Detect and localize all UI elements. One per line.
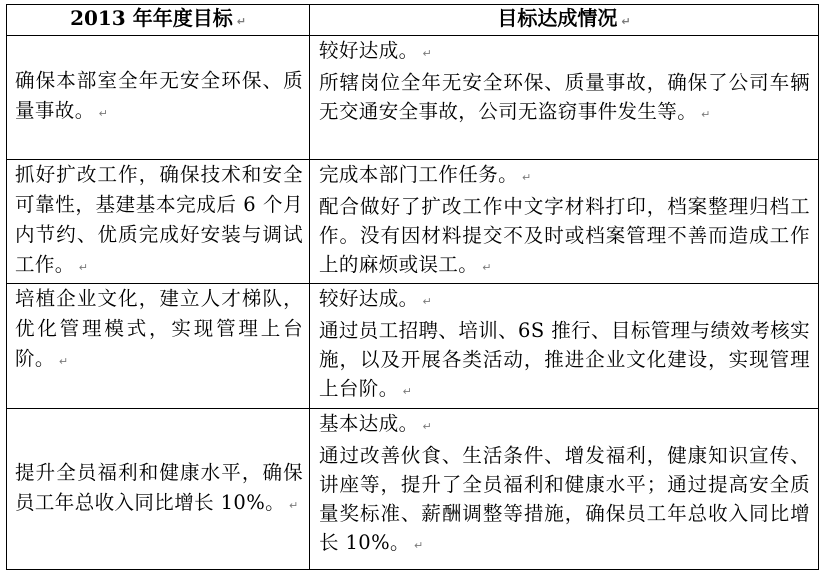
result-detail-line: [319, 441, 810, 560]
goal-cell: [7, 36, 310, 159]
goal-cell: [7, 283, 310, 408]
goal-text-wrap: [7, 458, 309, 521]
goal-text: 提升全员福利和健康水平，确保员工年总收入同比增长 10%。: [15, 460, 303, 514]
table-row: [7, 283, 819, 408]
goal-text-wrap: [7, 160, 309, 283]
result-detail-line: [319, 192, 810, 282]
result-text-wrap: [310, 409, 818, 560]
result-status: 较好达成。: [319, 39, 419, 63]
paragraph-mark-icon: ↵: [402, 384, 413, 398]
result-detail-line: [319, 68, 810, 129]
table-row: [7, 159, 819, 283]
goal-cell: [7, 409, 310, 570]
paragraph-mark-icon: ↵: [58, 354, 69, 368]
result-detail: 通过员工招聘、培训、6S 推行、目标管理与绩效考核实施，以及开展各类活动，推进企业文化建设，实现管理上台阶。: [319, 318, 810, 400]
paragraph-mark-icon: ↵: [422, 47, 433, 61]
goal-text: 确保本部室全年无安全环保、质量事故。: [15, 68, 303, 122]
goal-text-wrap: [7, 66, 309, 129]
goals-table: [6, 4, 819, 570]
result-cell: [310, 409, 819, 570]
paragraph-mark-icon: ↵: [413, 539, 424, 553]
goal-text: 培植企业文化，建立人才梯队，优化管理模式，实现管理上台阶。: [15, 286, 303, 370]
header-goal-text: 2013 年年度目标: [70, 6, 233, 31]
paragraph-mark-icon: ↵: [422, 420, 433, 434]
result-detail: 配合做好了扩改工作中文字材料打印，档案整理归档工作。没有因材料提交不及时或档案管理不善而造成工作上的麻烦或误工。: [319, 194, 810, 276]
paragraph-mark-icon: ↵: [482, 260, 492, 274]
header-result: [310, 5, 819, 36]
result-cell: [310, 159, 819, 283]
result-status-line: [319, 284, 810, 316]
goal-text: 抓好扩改工作，确保技术和安全可靠性，基建基本完成后 6 个月内节约、优质完成好安装与调试工作。: [15, 162, 303, 276]
result-status-line: [319, 160, 810, 192]
result-text-wrap: [310, 36, 818, 129]
result-detail: 通过改善伙食、生活条件、增发福利，健康知识宣传、讲座等，提升了全员福利和健康水平；通过提高安全质量奖标准、薪酬调整等措施，确保员工年总收入同比增长 10%。: [319, 444, 810, 555]
result-status: 完成本部门工作任务。: [319, 162, 519, 186]
result-status: 基本达成。: [319, 412, 419, 436]
paragraph-mark-icon: ↵: [236, 15, 246, 29]
table-header-row: [7, 5, 819, 36]
result-detail: 所辖岗位全年无安全环保、质量事故，确保了公司车辆无交通安全事故，公司无盗窃事件发生等。: [319, 71, 810, 124]
header-goal: [7, 5, 310, 36]
result-text-wrap: [310, 284, 818, 406]
result-status-line: [319, 409, 810, 441]
result-detail-line: [319, 316, 810, 406]
table-row: [7, 409, 819, 570]
goal-cell: [7, 159, 310, 283]
paragraph-mark-icon: ↵: [98, 106, 109, 120]
paragraph-mark-icon: ↵: [422, 294, 433, 308]
paragraph-mark-icon: ↵: [701, 108, 711, 122]
result-text-wrap: [310, 160, 818, 282]
paragraph-mark-icon: ↵: [522, 170, 532, 184]
paragraph-mark-icon: ↵: [289, 498, 299, 512]
goal-text-wrap: [7, 284, 309, 377]
header-result-text: 目标达成情况: [497, 6, 618, 31]
result-status: 较好达成。: [319, 286, 419, 310]
result-cell: [310, 36, 819, 159]
table-row: [7, 36, 819, 159]
paragraph-mark-icon: ↵: [78, 260, 89, 274]
paragraph-mark-icon: ↵: [621, 15, 631, 29]
result-status-line: [319, 36, 810, 68]
result-cell: [310, 283, 819, 408]
